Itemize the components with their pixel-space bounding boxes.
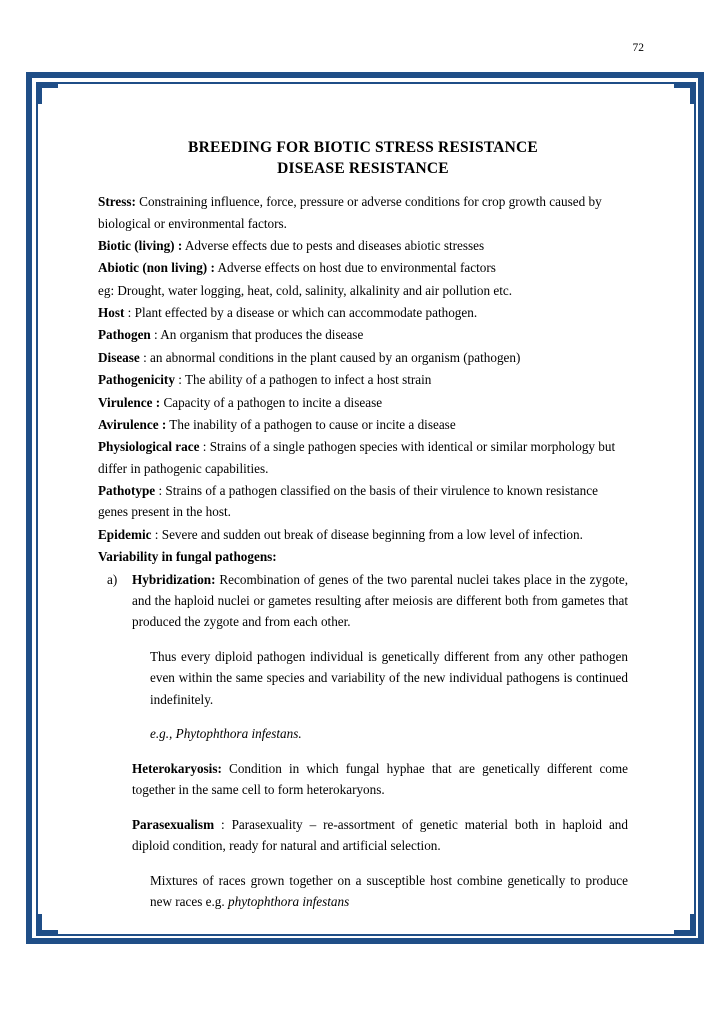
definition-text: : Strains of a single pathogen species with identical or similar morphology but differ in pathogenic capabilities. — [98, 439, 616, 476]
definition-paragraph — [98, 436, 628, 479]
title-line-1: BREEDING FOR BIOTIC STRESS RESISTANCE — [188, 139, 538, 156]
definition-text: Adverse effects due to pests and diseases abiotic stresses — [182, 237, 485, 253]
document-title — [98, 138, 628, 179]
definition-paragraph — [98, 414, 628, 435]
list-item — [98, 569, 628, 633]
title-line-2: DISEASE RESISTANCE — [277, 159, 449, 177]
definition-text: : Plant effected by a disease or which can accommodate pathogen. — [124, 305, 478, 321]
definition-paragraph — [98, 302, 628, 323]
definition-text: : An organism that produces the disease — [150, 327, 364, 343]
section-heading: Variability in fungal pathogens: — [98, 549, 277, 565]
definition-term: Abiotic (non living) : — [98, 260, 215, 276]
definition-text: : Severe and sudden out break of disease beginning from a low level of infection. — [151, 526, 583, 542]
definition-text: Capacity of a pathogen to incite a disease — [160, 394, 383, 410]
sub-paragraph — [132, 758, 628, 801]
corner-accent-bottom-right — [674, 914, 696, 936]
definition-paragraph — [98, 191, 628, 234]
definition-term: Biotic (living) : — [98, 237, 183, 253]
definition-paragraph — [98, 392, 628, 413]
definition-term: Pathotype — [98, 483, 156, 499]
definition-text: : The ability of a pathogen to infect a host strain — [174, 372, 432, 388]
definition-paragraph — [98, 524, 628, 545]
definition-text: eg: Drought, water logging, heat, cold, salinity, alkalinity and air pollution etc. — [98, 282, 513, 298]
sub-paragraph — [150, 870, 628, 913]
document-content — [98, 138, 628, 914]
definition-paragraph — [98, 324, 628, 345]
page-number: 72 — [632, 42, 644, 54]
ordered-list — [98, 569, 628, 633]
definition-term: Pathogenicity — [98, 372, 175, 388]
sub-paragraph — [132, 814, 628, 857]
definition-text: : an abnormal conditions in the plant caused by an organism (pathogen) — [139, 349, 521, 365]
sub-paragraph-text: Condition in which fungal hyphae that are genetically different come together in the same cell to form heterokaryons. — [132, 760, 628, 798]
sub-paragraph-text: : Parasexuality – re-assortment of genetic material both in haploid and diploid condition, ready for natural and artificial selection. — [132, 816, 628, 854]
definition-text: : Strains of a pathogen classified on the basis of their virulence to known resistance genes present in the host. — [98, 483, 598, 520]
list-item-marker: a) — [107, 571, 118, 587]
definition-term: Host — [98, 305, 125, 321]
sub-paragraph-term: Parasexualism — [132, 816, 215, 832]
corner-accent-bottom-left — [36, 914, 58, 936]
corner-accent-top-right — [674, 82, 696, 104]
definition-text: Constraining influence, force, pressure or adverse conditions for crop growth caused by biological or environmental factors. — [98, 194, 602, 231]
definition-text: The inability of a pathogen to cause or incite a disease — [166, 416, 456, 432]
definition-paragraph — [98, 257, 628, 278]
definition-paragraph — [98, 235, 628, 256]
definition-term: Avirulence : — [98, 416, 167, 432]
corner-accent-top-left — [36, 82, 58, 104]
definition-term: Stress: — [98, 194, 136, 210]
definition-term: Disease — [98, 349, 140, 365]
definition-text: Adverse effects on host due to environmental factors — [214, 260, 496, 276]
definition-term: Epidemic — [98, 526, 152, 542]
sub-paragraph-term: Heterokaryosis: — [132, 760, 222, 776]
sub-paragraph — [150, 646, 628, 710]
definition-term: Pathogen — [98, 327, 151, 343]
example-species-name: e.g., Phytophthora infestans. — [150, 726, 302, 742]
sub-paragraph-text: Thus every diploid pathogen individual is genetically different from any other pathogen even within the same species and variability of the new individual pathogens is continued indefinitely. — [150, 648, 628, 707]
example-species-name: phytophthora infestans — [228, 894, 350, 910]
list-item-text: Recombination of genes of the two parental nuclei takes place in the zygote, and the haploid nuclei or gametes resulting after meiosis are different both from gametes that produced the zygote and from each other. — [132, 571, 628, 630]
definition-term: Physiological race — [98, 439, 200, 455]
definition-paragraph — [98, 480, 628, 523]
sub-paragraph-example — [150, 723, 628, 744]
definition-paragraph — [98, 347, 628, 368]
definition-term: Virulence : — [98, 394, 161, 410]
sub-paragraph-text: Mixtures of races grown together on a susceptible host combine genetically to produce new races e.g. — [150, 872, 628, 910]
definition-paragraph — [98, 369, 628, 390]
list-item-term: Hybridization: — [132, 571, 216, 587]
definition-paragraph — [98, 280, 628, 301]
